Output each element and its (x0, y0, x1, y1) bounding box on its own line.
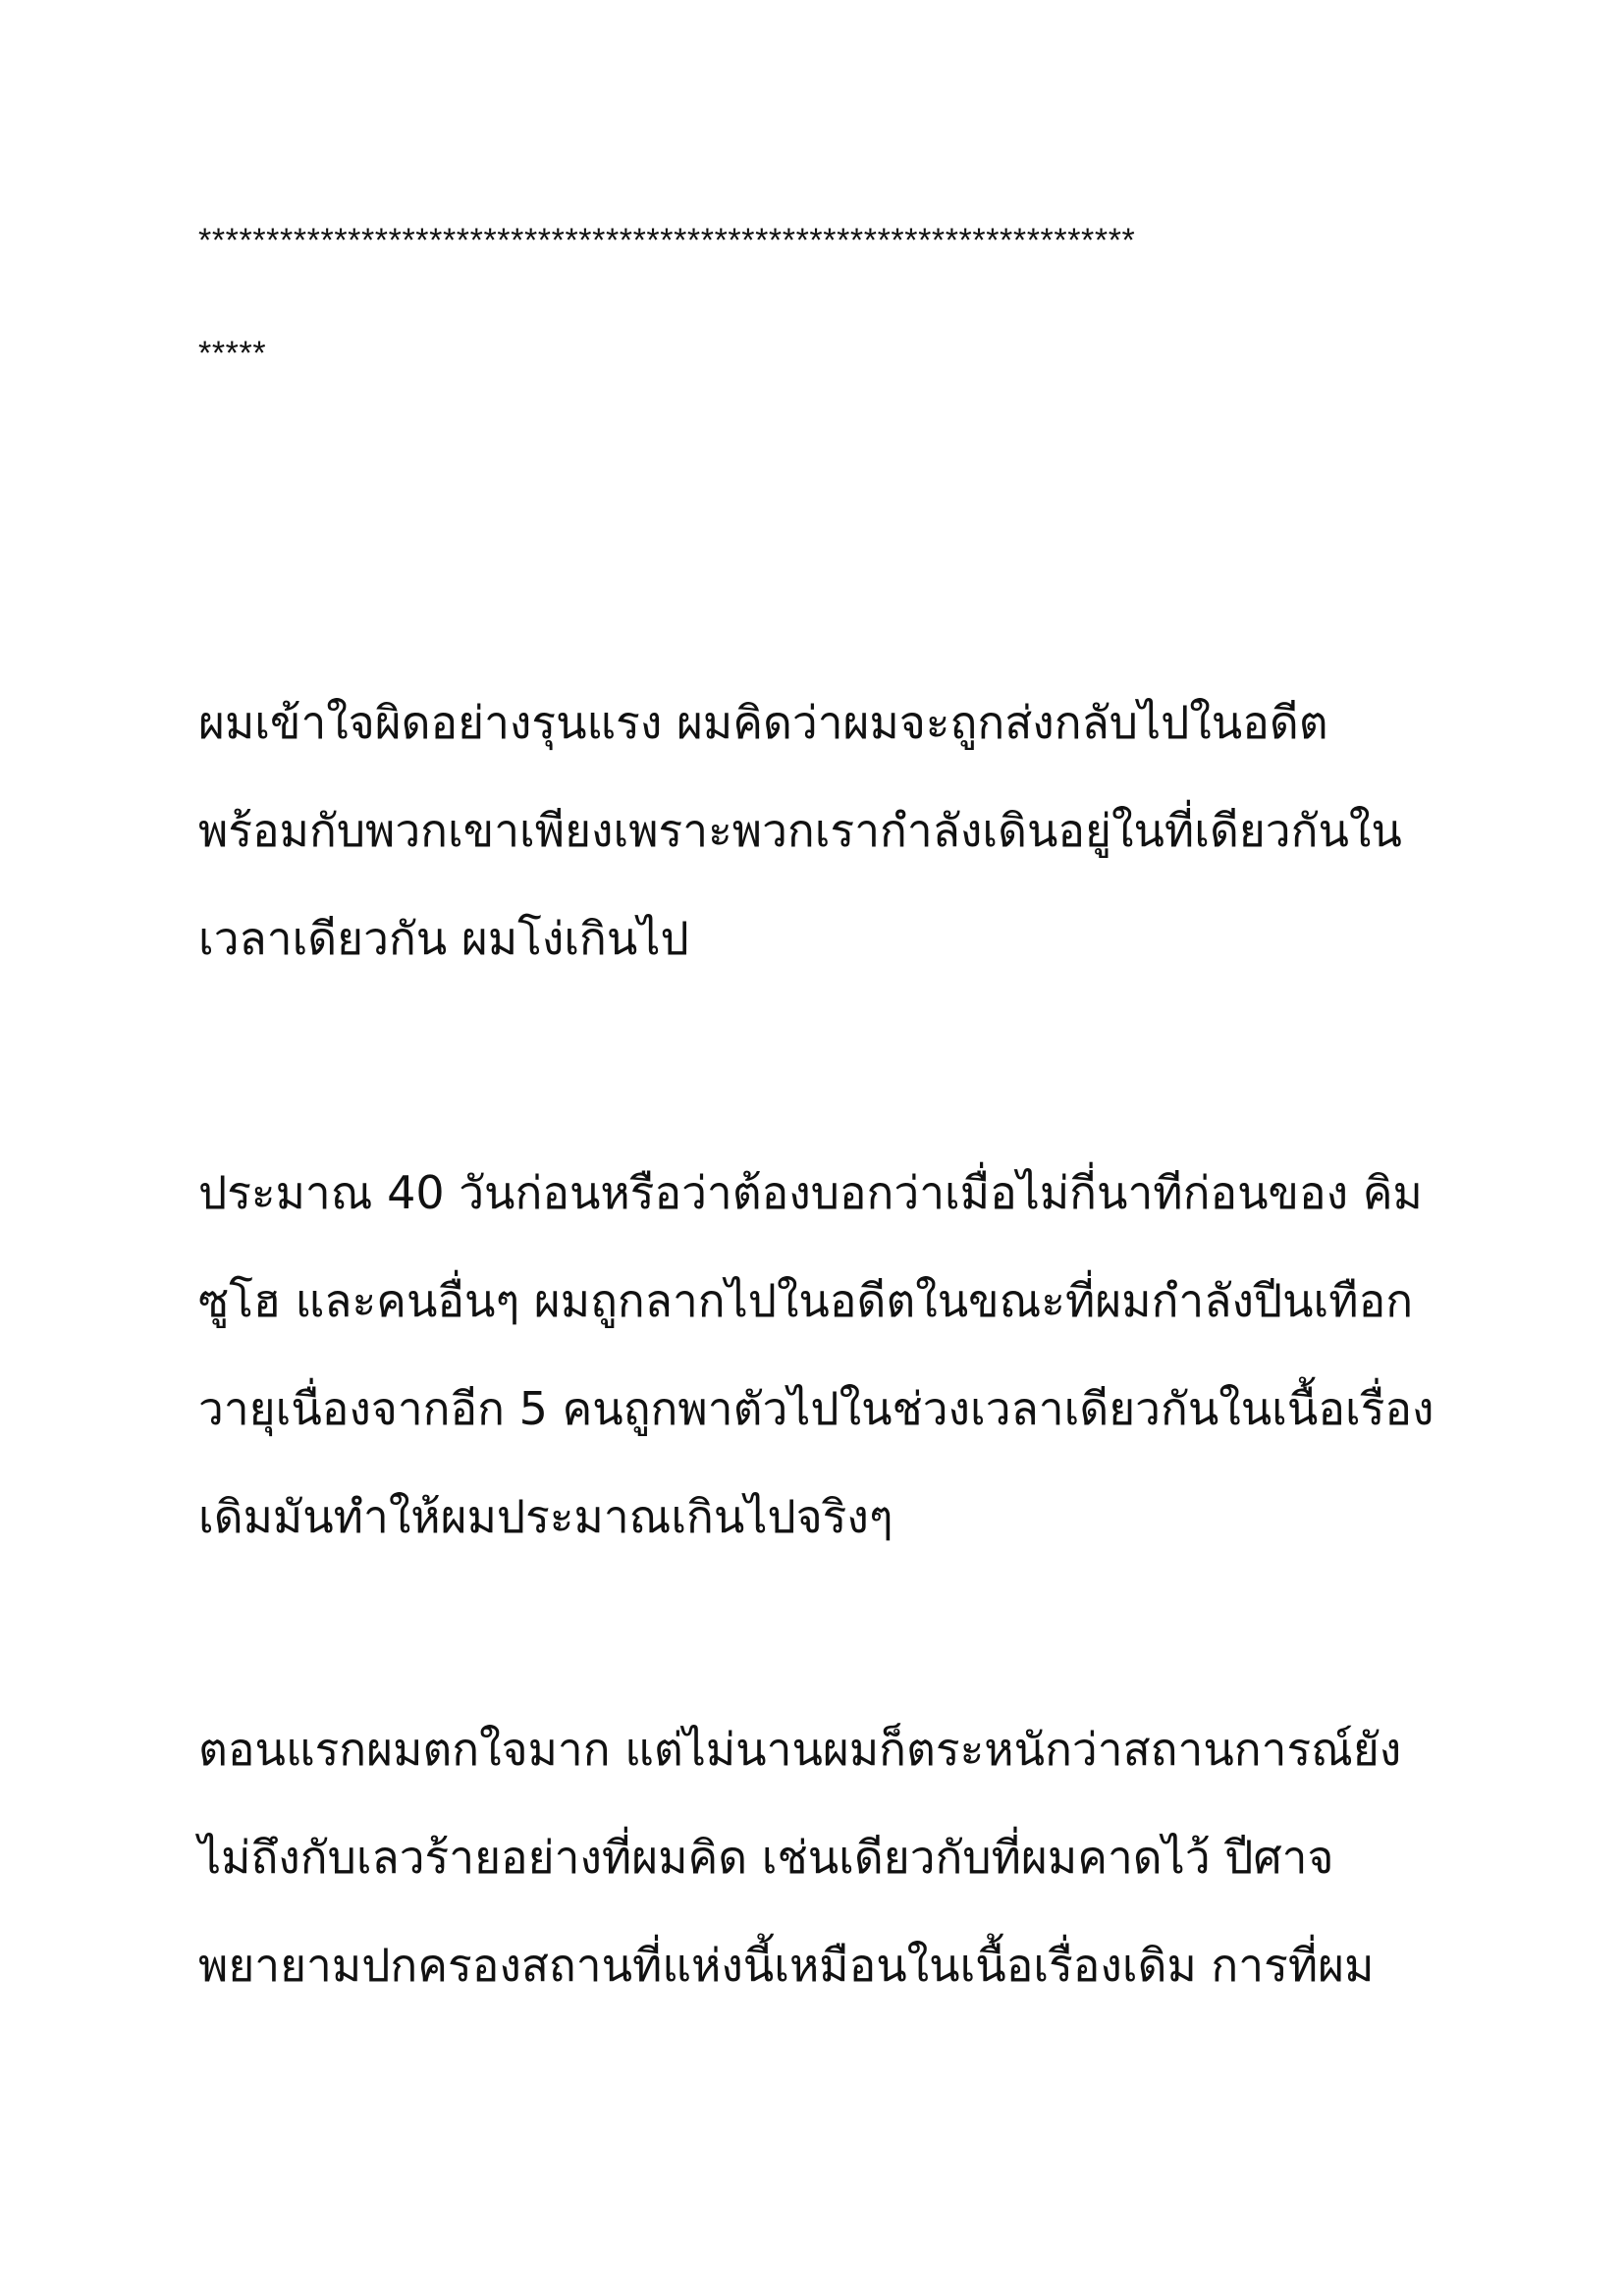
paragraph-line: พร้อมกับพวกเขาเพียงเพราะพวกเรากำลังเดินอยู่ในที่เดียวกันใน (198, 804, 1402, 857)
paragraph-line: พยายามปกครองสถานที่แห่งนี้เหมือนในเนื้อเรื่องเดิม การที่ผม (198, 1939, 1375, 1992)
separator-line: ***** (198, 335, 267, 372)
separator-line: ********************************************************************* (198, 222, 1136, 259)
paragraph-line: เวลาเดียวกัน ผมโง่เกินไป (198, 912, 689, 965)
paragraph-line: วายุเนื่องจากอีก 5 คนถูกพาตัวไปในช่วงเวลาเดียวกันในเนื้อเรื่อง (198, 1382, 1435, 1435)
paragraph-line: เดิมมันทำให้ผมประมาณเกินไปจริงๆ (198, 1490, 893, 1543)
paragraph-line: ไม่ถึงกับเลวร้ายอย่างที่ผมคิด เช่นเดียวกับที่ผมคาดไว้ ปีศาจ (198, 1831, 1334, 1884)
paragraph-line: ผมเข้าใจผิดอย่างรุนแรง ผมคิดว่าผมจะถูกส่งกลับไปในอดีต (198, 696, 1328, 749)
paragraph-line: ตอนแรกผมตกใจมาก แต่ไม่นานผมก็ตระหนักว่าสถานการณ์ยัง (198, 1723, 1402, 1776)
paragraph-line: ประมาณ 40 วันก่อนหรือว่าต้องบอกว่าเมื่อไม่กี่นาทีก่อนของ คิม (198, 1166, 1423, 1219)
paragraph-line: ซูโฮ และคนอื่นๆ ผมถูกลากไปในอดีตในขณะที่ผมกำลังปีนเทือก (198, 1274, 1414, 1327)
